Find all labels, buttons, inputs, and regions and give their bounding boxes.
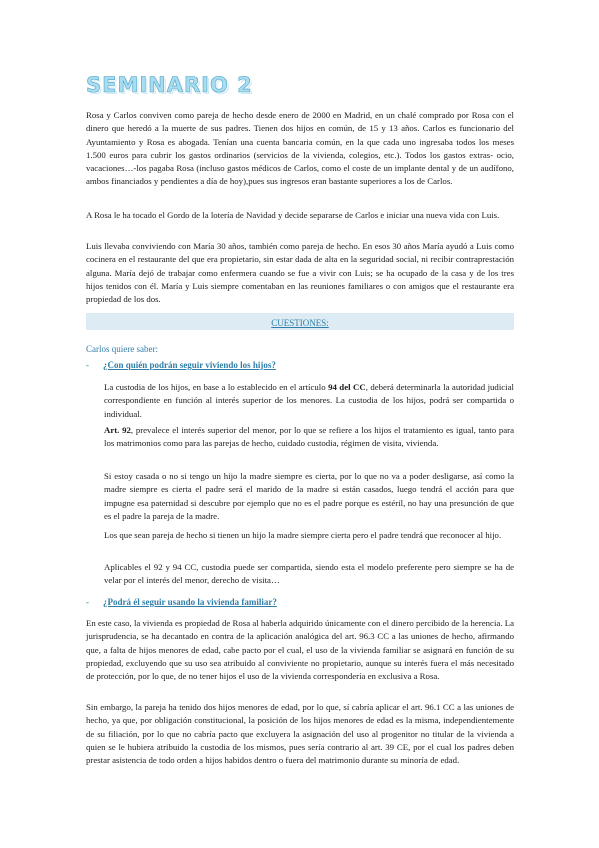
question-1: - ¿Con quién podrán seguir viviendo los hijos? [86, 360, 276, 370]
intro-paragraph-2: A Rosa le ha tocado el Gordo de la lotería de Navidad y decide separarse de Carlos e iniciar una nueva vida con Luis. [86, 210, 500, 220]
carlos-label: Carlos quiere saber: [86, 344, 158, 354]
question-2-text: ¿Podrá él seguir usando la vivienda familiar? [103, 597, 277, 607]
intro-paragraph-1: Rosa y Carlos conviven como pareja de hecho desde enero de 2000 en Madrid, en un chalé comprado por Rosa con el dinero que heredó a la muerte de sus padres. Tienen dos hijos en común, de 15 y 13 años. Carlos es funcionario del Ayuntamiento y Rosa es abogada. Tenían una cuenta bancaria común, en la que cada uno ingresaba todos los meses 1.500 euros para cubrir los gastos ordinarios (servicios de la vivienda, colegios, etc.). Todos los gastos extras- ocio, vacaciones…-los pagaba Rosa (incluso gastos médicos de Carlos, como el coste de un implante dental y de un audífono, ambos financiados y pendientes a día de hoy),pues sus ingresos eran bastante superiores a los de Carlos. [86, 110, 514, 187]
intro-paragraph-3: Luis llevaba conviviendo con María 30 años, también como pareja de hecho. En esos 30 años María ayudó a Luis como cocinera en el restaurante del que era propietario, sin estar dada de alta en la seguridad social, ni recibir contraprestación alguna. María dejó de trabajar como enfermera cuando se fue a vivir con Luis; se ha ocupado de la casa y de los tres hijos tenidos con él. María y Luis siempre comentaban en las reuniones familiares o con amigos que el restaurante era propiedad de los dos. [86, 241, 514, 305]
q2-answer-paragraph-2: Sin embargo, la pareja ha tenido dos hijos menores de edad, por lo que, sí cabría aplicar el art. 96.1 CC a las uniones de hecho, ya que, por obligación constitucional, la posición de los hijos menores de edad es la misma, independientemente de su filiación, por lo que no cabría pacto que excluyera la asignación del uso al progenitor no titular de la vivienda a quien se le hubiera atribuido la custodia de los mismos, pues sería contrario al art. 39 CE, por el cual los padres deben prestar asistencia de todo orden a hijos habidos dentro o fuera del matrimonio durante su minoría de edad. [86, 702, 514, 766]
cuestiones-heading: CUESTIONES: [271, 318, 329, 328]
q2-answer-paragraph-1: En este caso, la vivienda es propiedad de Rosa al haberla adquirido únicamente con el dinero percibido de la herencia. La jurisprudencia, se ha decantado en contra de la aplicación analógica del art. 96.3 CC a las uniones de hecho, afirmando que, a falta de hijos menores de edad, cabe pacto por el cual, el uso de la vivienda familiar se asignará en función de su propiedad, excluyendo que su uso sea atribuido al conviviente no propietario, aunque su interés fuera el más necesitado de protección, por lo que, de no tener hijos el uso de la vivienda correspondería en exclusiva a Rosa. [86, 618, 514, 682]
q1-answer-paragraph-5: Aplicables el 92 y 94 CC, custodia puede ser compartida, siendo esta el modelo preferente pero siempre se ha de velar por el interés del menor, derecho de visita… [104, 562, 514, 586]
page-title: SEMINARIO 2 [86, 73, 253, 97]
q1-answer-paragraph-1: La custodia de los hijos, en base a lo establecido en el artículo 94 del CC, deberá determinarla la autoridad judicial correspondiente en función al interés superior de los menores. La custodia de los hijos, podrá ser compartida o individual. [104, 382, 514, 419]
q1-answer-paragraph-2: Art. 92, prevalece el interés superior del menor, por lo que se refiere a los hijos el tratamiento es igual, tanto para los matrimonios como para las parejas de hecho, cuidado custodia, régimen de visita, vivienda. [104, 425, 514, 449]
q1-answer-paragraph-3: Si estoy casada o no si tengo un hijo la madre siempre es cierta, por lo que no va a poder desligarse, así como la madre siempre es cierta el padre será el marido de la madre si están casados, luego tendrá el acción para que impugne esa paternidad si descubre por ejemplo que no es el padre porque es estéril, no hay una presunción de que es el padre la pareja de la madre. [104, 471, 514, 521]
question-1-text: ¿Con quién podrán seguir viviendo los hijos? [103, 360, 276, 370]
question-2: - ¿Podrá él seguir usando la vivienda familiar? [86, 597, 277, 607]
q1-answer-paragraph-4: Los que sean pareja de hecho si tienen un hijo la madre siempre cierta pero el padre tendrá que reconocer al hijo. [104, 530, 502, 540]
cuestiones-banner [86, 313, 514, 330]
